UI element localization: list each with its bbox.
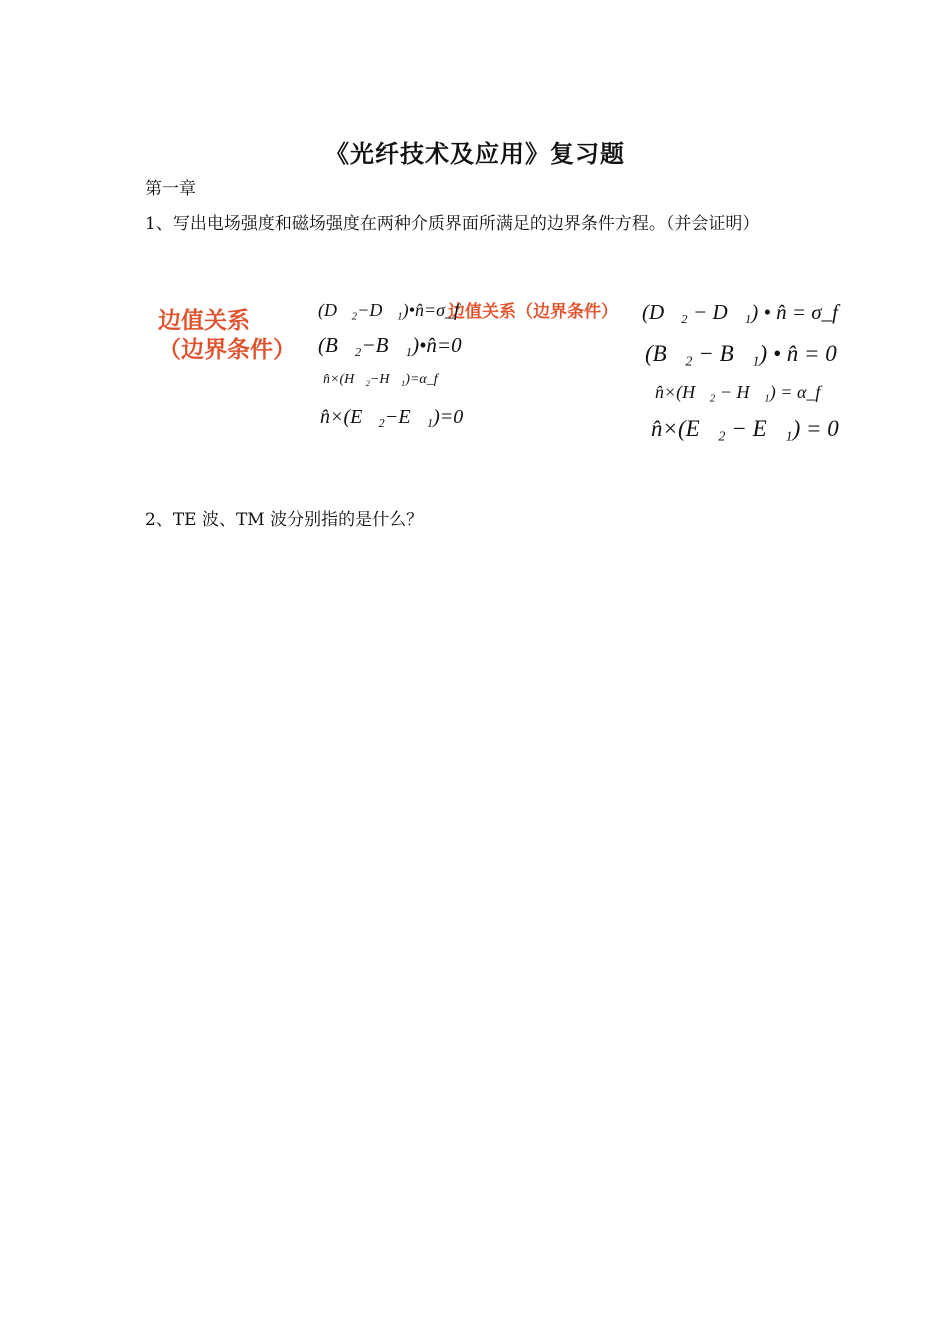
figure-label-large-line1: 边值关系 [158, 308, 250, 334]
equation-left-3: n̂×(H⃗₂−H⃗₁)=α_f [323, 372, 438, 387]
figure-label-small: 边值关系（边界条件） [448, 302, 618, 322]
boundary-conditions-figure [150, 288, 839, 458]
question-1: 1、写出电场强度和磁场强度在两种介质界面所满足的边界条件方程。（并会证明） [145, 214, 760, 234]
chapter-heading: 第一章 [145, 179, 196, 199]
equation-right-3: n̂×(H⃗₂ − H⃗₁) = α_f [655, 382, 821, 402]
question-2: 2、TE 波、TM 波分别指的是什么？ [145, 510, 424, 530]
document-title: 《光纤技术及应用》复习题 [325, 140, 625, 168]
equation-right-1: (D⃗₂ − D⃗₁) • n̂ = σ_f [642, 300, 838, 324]
equation-left-4: n̂×(E⃗₂−E⃗₁)=0 [320, 406, 464, 428]
equation-left-1: (D⃗₂−D⃗₁)•n̂=σ_f [318, 300, 459, 320]
equation-left-2: (B⃗₂−B⃗₁)•n̂=0 [318, 333, 462, 357]
figure-label-large-line2: （边界条件） [158, 337, 296, 363]
equation-right-2: (B⃗₂ − B⃗₁) • n̂ = 0 [645, 341, 837, 366]
equation-right-4: n̂×(E⃗₂ − E⃗₁) = 0 [651, 416, 839, 441]
